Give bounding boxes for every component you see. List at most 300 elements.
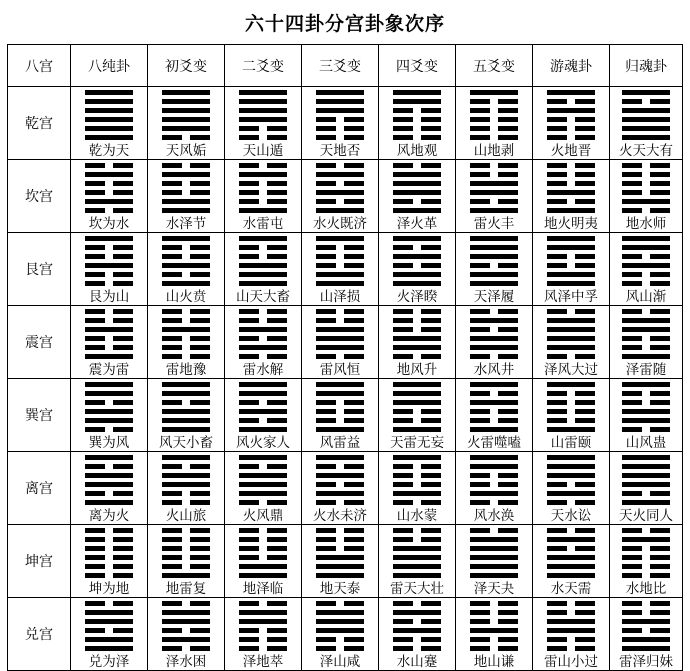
yin-line-right (267, 546, 287, 551)
yin-line-right (344, 117, 364, 122)
yin-line-left (622, 272, 642, 277)
yin-line-right (575, 126, 595, 131)
yin-line-right (498, 391, 518, 396)
hexagram-icon (393, 163, 441, 213)
yin-line-left (162, 646, 182, 651)
yang-line (85, 236, 133, 241)
yang-line (85, 199, 133, 204)
yang-line (316, 345, 364, 350)
yin-line-left (162, 601, 182, 606)
yang-line (470, 628, 518, 633)
yin-line-right (113, 208, 133, 213)
yang-line (547, 473, 595, 478)
yang-line (622, 637, 670, 642)
hexagram-name: 雷火丰 (473, 216, 515, 232)
yang-line (547, 272, 595, 277)
yin-line-left (547, 199, 567, 204)
hexagram-icon (470, 90, 518, 140)
yang-line (316, 190, 364, 195)
yin-line-left (393, 117, 413, 122)
yang-line (622, 619, 670, 624)
yin-line-left (239, 555, 259, 560)
yang-line (316, 573, 364, 578)
yin-line-left (622, 427, 642, 432)
yin-line-left (85, 254, 105, 259)
yin-line-left (162, 537, 182, 542)
yang-line (316, 619, 364, 624)
yang-line (622, 646, 670, 651)
yin-line-left (470, 117, 490, 122)
yin-line-left (393, 537, 413, 542)
yang-line (85, 172, 133, 177)
hexagram-icon (162, 163, 210, 213)
hexagram-icon (316, 236, 364, 286)
yin-line-right (344, 163, 364, 168)
yang-line (547, 208, 595, 213)
yang-line (470, 400, 518, 405)
yin-line-left (547, 99, 567, 104)
hexagram-icon (162, 455, 210, 505)
hexagram-name: 天山遁 (242, 143, 284, 159)
yin-line-right (190, 318, 210, 323)
yin-line-left (162, 190, 182, 195)
hexagram-cell (148, 525, 225, 598)
yin-line-right (498, 418, 518, 423)
yin-line-left (470, 126, 490, 131)
yin-line-left (547, 646, 567, 651)
hexagram-icon (622, 601, 670, 651)
yin-line-left (316, 482, 336, 487)
hexagram-icon (393, 236, 441, 286)
yin-line-right (113, 336, 133, 341)
hexagram-cell (302, 160, 379, 233)
palace-label: 乾宫 (8, 87, 71, 160)
yin-line-right (113, 427, 133, 432)
hexagram-cell (610, 233, 683, 306)
hexagram-cell (610, 379, 683, 452)
palace-row (8, 452, 683, 525)
hexagram-name: 火雷噬嗑 (467, 435, 521, 451)
hexagram-icon (547, 528, 595, 578)
yang-line (162, 482, 210, 487)
yang-line (316, 90, 364, 95)
yin-line-left (85, 555, 105, 560)
yin-line-right (650, 345, 670, 350)
yin-line-right (190, 500, 210, 505)
yin-line-right (650, 610, 670, 615)
yin-line-left (547, 181, 567, 186)
yang-line (622, 354, 670, 359)
yang-line (85, 327, 133, 332)
yin-line-left (393, 318, 413, 323)
yin-line-left (85, 190, 105, 195)
yin-line-right (113, 190, 133, 195)
hexagram-name: 水地比 (625, 581, 667, 597)
hexagram-name: 风水涣 (473, 508, 515, 524)
hexagram-name: 雷山小过 (544, 654, 598, 670)
yin-line-right (575, 528, 595, 533)
yin-line-left (470, 528, 490, 533)
header-corner: 八宫 (8, 45, 71, 87)
yin-line-left (547, 172, 567, 177)
yin-line-left (316, 135, 336, 140)
yang-line (239, 236, 287, 241)
hexagram-cell (456, 452, 533, 525)
yang-line (162, 418, 210, 423)
yin-line-left (239, 254, 259, 259)
yin-line-left (470, 409, 490, 414)
yin-line-left (162, 500, 182, 505)
yang-line (470, 245, 518, 250)
yin-line-right (650, 254, 670, 259)
yin-line-right (650, 427, 670, 432)
yin-line-right (344, 126, 364, 131)
hexagram-cell (225, 598, 302, 671)
yin-line-left (316, 546, 336, 551)
yin-line-left (470, 500, 490, 505)
yin-line-right (190, 163, 210, 168)
hexagram-name: 巽为风 (88, 435, 130, 451)
yin-line-right (190, 491, 210, 496)
yang-line (316, 427, 364, 432)
yin-line-left (85, 573, 105, 578)
yin-line-right (113, 345, 133, 350)
hexagram-name: 雷天大壮 (390, 581, 444, 597)
yang-line (162, 610, 210, 615)
yang-line (470, 345, 518, 350)
yin-line-right (650, 555, 670, 560)
yin-line-right (190, 181, 210, 186)
yin-line-left (470, 482, 490, 487)
hexagram-icon (622, 528, 670, 578)
yin-line-left (622, 573, 642, 578)
hexagram-name: 地水师 (625, 216, 667, 232)
hexagram-icon (547, 236, 595, 286)
yin-line-left (393, 108, 413, 113)
hexagram-cell (533, 379, 610, 452)
yin-line-left (622, 254, 642, 259)
yin-line-right (650, 336, 670, 341)
hexagram-cell (71, 525, 148, 598)
yin-line-right (267, 181, 287, 186)
yin-line-left (393, 637, 413, 642)
hexagram-cell (533, 525, 610, 598)
yin-line-left (470, 637, 490, 642)
yang-line (547, 190, 595, 195)
hexagram-icon (470, 309, 518, 359)
yang-line (470, 318, 518, 323)
yin-line-left (239, 245, 259, 250)
hexagram-name: 泽火革 (396, 216, 438, 232)
hexagram-name: 山水蒙 (396, 508, 438, 524)
yin-line-right (113, 537, 133, 542)
yin-line-right (113, 400, 133, 405)
yang-line (316, 391, 364, 396)
yin-line-right (267, 254, 287, 259)
yin-line-left (239, 464, 259, 469)
yin-line-left (239, 546, 259, 551)
yin-line-right (650, 272, 670, 277)
yang-line (393, 427, 441, 432)
yang-line (622, 263, 670, 268)
hexagram-name: 山火贲 (165, 289, 207, 305)
yin-line-left (622, 163, 642, 168)
hexagram-cell (148, 160, 225, 233)
yin-line-right (498, 473, 518, 478)
hexagram-icon (85, 163, 133, 213)
yin-line-left (85, 400, 105, 405)
hexagram-icon (470, 528, 518, 578)
yang-line (393, 628, 441, 633)
yin-line-right (650, 99, 670, 104)
yang-line (85, 263, 133, 268)
yin-line-right (344, 181, 364, 186)
yin-line-right (344, 354, 364, 359)
hexagram-cell (533, 233, 610, 306)
yang-line (622, 117, 670, 122)
yin-line-left (239, 628, 259, 633)
yang-line (85, 455, 133, 460)
yang-line (316, 172, 364, 177)
yin-line-right (650, 172, 670, 177)
hexagram-cell (71, 379, 148, 452)
yin-line-right (267, 126, 287, 131)
yin-line-right (113, 245, 133, 250)
yin-line-right (498, 327, 518, 332)
yang-line (547, 555, 595, 560)
yin-line-right (190, 190, 210, 195)
yin-line-right (421, 199, 441, 204)
hexagram-icon (85, 528, 133, 578)
yin-line-left (316, 126, 336, 131)
yin-line-left (162, 309, 182, 314)
yin-line-left (162, 272, 182, 277)
yin-line-left (470, 391, 490, 396)
hexagram-cell (533, 160, 610, 233)
yang-line (393, 172, 441, 177)
yang-line (239, 99, 287, 104)
yang-line (85, 126, 133, 131)
header-cell: 初爻变 (148, 45, 225, 87)
yang-line (85, 90, 133, 95)
yang-line (162, 382, 210, 387)
hexagram-cell (456, 598, 533, 671)
hexagram-cell (533, 306, 610, 379)
yin-line-right (190, 400, 210, 405)
yang-line (393, 345, 441, 350)
palace-label: 离宫 (8, 452, 71, 525)
yin-line-right (267, 199, 287, 204)
yin-line-right (267, 190, 287, 195)
yang-line (316, 108, 364, 113)
yin-line-right (498, 409, 518, 414)
yin-line-right (344, 199, 364, 204)
hexagram-name: 水山蹇 (396, 654, 438, 670)
yin-line-right (421, 108, 441, 113)
yin-line-left (393, 245, 413, 250)
yin-line-left (622, 190, 642, 195)
yang-line (85, 619, 133, 624)
yin-line-right (575, 546, 595, 551)
yin-line-right (267, 163, 287, 168)
yang-line (470, 455, 518, 460)
yin-line-right (421, 418, 441, 423)
yin-line-right (650, 546, 670, 551)
yang-line (470, 208, 518, 213)
hexagram-icon (470, 163, 518, 213)
yin-line-left (622, 309, 642, 314)
hexagram-cell (610, 525, 683, 598)
yin-line-left (316, 418, 336, 423)
yang-line (547, 564, 595, 569)
yang-line (316, 491, 364, 496)
yin-line-right (498, 117, 518, 122)
yin-line-left (85, 309, 105, 314)
hexagram-cell (225, 452, 302, 525)
yang-line (470, 537, 518, 542)
hexagram-name: 地天泰 (319, 581, 361, 597)
palace-label: 艮宫 (8, 233, 71, 306)
yang-line (470, 181, 518, 186)
yin-line-left (470, 163, 490, 168)
yang-line (85, 391, 133, 396)
page-title: 六十四卦分宫卦象次序 (244, 13, 445, 35)
palace-row (8, 87, 683, 160)
yin-line-left (547, 163, 567, 168)
yang-line (239, 482, 287, 487)
yang-line (547, 619, 595, 624)
palace-label: 巽宫 (8, 379, 71, 452)
hexagram-name: 雷水解 (242, 362, 284, 378)
yang-line (547, 236, 595, 241)
yang-line (316, 236, 364, 241)
hexagram-icon (622, 309, 670, 359)
yin-line-left (239, 199, 259, 204)
yin-line-right (113, 464, 133, 469)
hexagram-icon (239, 601, 287, 651)
palace-row (8, 233, 683, 306)
yang-line (162, 391, 210, 396)
yang-line (547, 281, 595, 286)
yin-line-right (498, 601, 518, 606)
yin-line-right (421, 637, 441, 642)
yang-line (162, 208, 210, 213)
yang-line (622, 135, 670, 140)
yang-line (393, 236, 441, 241)
yang-line (239, 90, 287, 95)
hexagram-cell (379, 598, 456, 671)
hexagram-icon (239, 382, 287, 432)
yin-line-right (575, 309, 595, 314)
yang-line (622, 327, 670, 332)
yin-line-right (190, 336, 210, 341)
yang-line (622, 500, 670, 505)
hexagram-cell (533, 452, 610, 525)
yang-line (316, 208, 364, 213)
hexagram-icon (393, 90, 441, 140)
yin-line-right (498, 500, 518, 505)
yang-line (393, 564, 441, 569)
yang-line (239, 382, 287, 387)
yang-line (470, 336, 518, 341)
yang-line (470, 382, 518, 387)
yin-line-right (575, 610, 595, 615)
yin-line-left (316, 245, 336, 250)
yin-line-right (421, 601, 441, 606)
yin-line-right (498, 619, 518, 624)
yang-line (547, 336, 595, 341)
yin-line-left (622, 610, 642, 615)
hexagram-name: 火山旅 (165, 508, 207, 524)
yin-line-right (421, 163, 441, 168)
hexagram-name: 水天需 (550, 581, 592, 597)
yin-line-right (113, 546, 133, 551)
yin-line-right (498, 646, 518, 651)
yin-line-right (575, 646, 595, 651)
hexagram-icon (239, 163, 287, 213)
yin-line-left (85, 181, 105, 186)
hexagram-icon (162, 601, 210, 651)
yin-line-left (162, 400, 182, 405)
yang-line (162, 90, 210, 95)
hexagram-cell (379, 233, 456, 306)
yin-line-left (239, 354, 259, 359)
yin-line-right (498, 199, 518, 204)
yang-line (239, 455, 287, 460)
yin-line-right (575, 254, 595, 259)
yin-line-right (498, 610, 518, 615)
hexagram-name: 坤为地 (88, 581, 130, 597)
hexagram-name: 天火同人 (619, 508, 673, 524)
yin-line-right (267, 400, 287, 405)
hexagram-icon (547, 455, 595, 505)
yin-line-right (267, 628, 287, 633)
yin-line-right (421, 126, 441, 131)
yang-line (316, 327, 364, 332)
yin-line-left (316, 309, 336, 314)
yin-line-left (162, 564, 182, 569)
yin-line-left (622, 99, 642, 104)
header-cell: 游魂卦 (533, 45, 610, 87)
hexagram-cell (610, 306, 683, 379)
yin-line-right (267, 528, 287, 533)
yang-line (85, 482, 133, 487)
yang-line (162, 263, 210, 268)
yang-line (85, 473, 133, 478)
hexagram-icon (622, 382, 670, 432)
yin-line-left (393, 646, 413, 651)
yang-line (239, 172, 287, 177)
hexagram-name: 乾为天 (88, 143, 130, 159)
yin-line-left (316, 354, 336, 359)
yin-line-right (575, 601, 595, 606)
yang-line (393, 272, 441, 277)
hexagram-cell (148, 87, 225, 160)
yin-line-left (547, 354, 567, 359)
yin-line-left (547, 610, 567, 615)
hexagram-icon (470, 601, 518, 651)
yang-line (85, 500, 133, 505)
yang-line (393, 455, 441, 460)
palace-row (8, 379, 683, 452)
hexagram-name: 地泽临 (242, 581, 284, 597)
yang-line (316, 473, 364, 478)
yin-line-left (393, 464, 413, 469)
yang-line (316, 455, 364, 460)
hexagram-cell (225, 233, 302, 306)
yang-line (622, 199, 670, 204)
hexagram-name: 火地晋 (550, 143, 592, 159)
